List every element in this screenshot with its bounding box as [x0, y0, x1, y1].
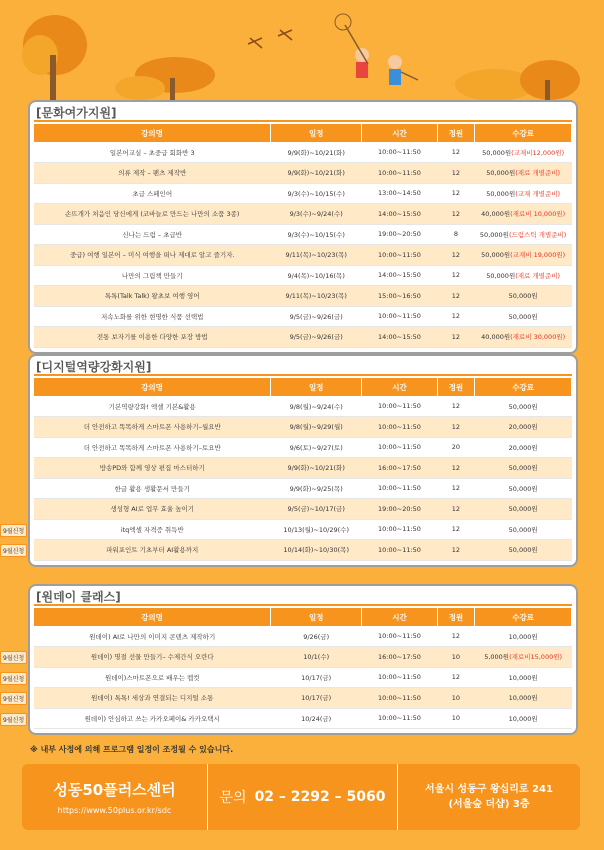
header-capacity: 정원 — [437, 608, 475, 626]
cell-capacity: 12 — [437, 626, 475, 647]
cell-course-name — [34, 478, 271, 499]
cell-schedule: 9/6(토)~9/27(토) — [271, 437, 362, 458]
address-line-2: (서울숲 더샵) 3층 — [448, 799, 530, 810]
cell-fee — [475, 396, 572, 417]
fee-amount: 50,000원 — [481, 251, 511, 260]
header-name: 강의명 — [34, 608, 271, 626]
cell-time: 16:00~17:50 — [362, 458, 437, 479]
cell-time: 10:00~11:50 — [362, 437, 437, 458]
cell-fee — [475, 519, 572, 540]
cell-fee — [475, 708, 572, 729]
cell-course-name — [34, 142, 271, 163]
cell-time: 14:00~15:50 — [362, 265, 437, 286]
cell-fee — [475, 286, 572, 307]
dragonfly-icon — [248, 30, 292, 48]
cell-time: 10:00~11:50 — [362, 688, 437, 709]
cell-schedule: 9/5(금)~9/26(금) — [271, 327, 362, 348]
cell-course-name — [3, 708, 271, 729]
phone-number[interactable]: 02 – 2292 – 5060 — [254, 789, 386, 805]
header-name: 강의명 — [34, 124, 271, 142]
header-schedule: 일정 — [271, 608, 362, 626]
cell-time: 10:00~11:50 — [362, 396, 437, 417]
header-fee: 수강료 — [475, 378, 572, 396]
cell-capacity: 10 — [437, 688, 475, 709]
table-row — [34, 265, 572, 286]
footer-address — [398, 782, 580, 812]
cell-time: 14:00~15:50 — [362, 327, 437, 348]
cell-fee — [475, 417, 572, 438]
course-name-text: 한글 활용 생활문서 만들기 — [114, 484, 190, 493]
cell-fee — [475, 458, 572, 479]
cell-capacity: 12 — [437, 245, 475, 266]
table-header-row — [34, 378, 572, 396]
footer-contact — [22, 764, 580, 830]
cell-time: 14:00~15:50 — [362, 204, 437, 225]
cell-capacity: 12 — [437, 478, 475, 499]
course-name-text: 원데이) 안심하고 쓰는 카카오페이& 카카오택시 — [84, 714, 220, 723]
cell-schedule: 9/9(화)~10/21(화) — [271, 163, 362, 184]
fee-amount: 50,000원 — [508, 464, 538, 473]
cell-time: 10:00~11:50 — [362, 142, 437, 163]
cell-time: 10:00~11:50 — [362, 626, 437, 647]
september-signup-badge: 9월신청 — [0, 672, 27, 685]
cell-schedule: 10/13(월)~10/29(수) — [271, 519, 362, 540]
header-fee: 수강료 — [475, 608, 572, 626]
cell-capacity: 10 — [437, 708, 475, 729]
cell-capacity: 12 — [437, 417, 475, 438]
cell-time: 10:00~11:50 — [362, 519, 437, 540]
cell-course-name — [34, 499, 271, 520]
header-schedule: 일정 — [271, 124, 362, 142]
fee-amount: 50,000원 — [508, 484, 538, 493]
table-row — [34, 245, 572, 266]
fee-note: (재료비 30,000원) — [510, 333, 566, 342]
table-row — [34, 499, 572, 520]
cell-course-name — [34, 417, 271, 438]
fee-amount: 50,000원 — [508, 546, 538, 555]
cell-course-name — [34, 327, 271, 348]
table-row — [34, 224, 572, 245]
course-name-text: 더 안전하고 똑똑하게 스마트폰 사용하기–월요반 — [83, 423, 221, 432]
cell-course-name — [3, 688, 271, 709]
cell-course-name — [3, 519, 271, 540]
fee-note: (교재 개별준비) — [515, 189, 561, 198]
fee-amount: 10,000원 — [508, 714, 538, 723]
table-row — [34, 396, 572, 417]
cell-schedule: 9/26(금) — [271, 626, 362, 647]
cell-schedule: 9/3(수)~10/15(수) — [271, 183, 362, 204]
cell-capacity: 12 — [437, 183, 475, 204]
cell-fee — [475, 626, 572, 647]
cell-course-name — [34, 396, 271, 417]
header-fee: 수강료 — [475, 124, 572, 142]
cell-capacity: 12 — [437, 519, 475, 540]
cell-schedule: 9/3(수)~10/15(수) — [271, 224, 362, 245]
table-header-row — [34, 608, 572, 626]
course-name-text: 손뜨개가 처음인 당신에게 (코바늘로 만드는 나만의 소품 3종) — [65, 210, 240, 219]
fee-amount: 50,000원 — [486, 189, 516, 198]
cell-schedule: 9/8(월)~9/29(월) — [271, 417, 362, 438]
cell-fee — [475, 183, 572, 204]
fee-amount: 40,000원 — [481, 333, 511, 342]
table-row — [34, 142, 572, 163]
table-row — [34, 540, 572, 561]
table-row — [34, 478, 572, 499]
cell-capacity: 8 — [437, 224, 475, 245]
fee-amount: 50,000원 — [482, 148, 512, 157]
cell-schedule: 10/17(금) — [271, 667, 362, 688]
cell-schedule: 9/9(화)~9/25(목) — [271, 478, 362, 499]
header-time: 시간 — [362, 608, 437, 626]
table-row — [34, 286, 572, 307]
fee-amount: 10,000원 — [508, 632, 538, 641]
cell-course-name — [34, 286, 271, 307]
cell-capacity: 10 — [437, 647, 475, 668]
cell-time: 10:00~11:50 — [362, 667, 437, 688]
cell-time: 10:00~11:50 — [362, 708, 437, 729]
cell-course-name — [34, 265, 271, 286]
cell-capacity: 12 — [437, 306, 475, 327]
footer-phone — [208, 764, 398, 830]
cell-course-name — [3, 667, 271, 688]
tree-icon — [455, 60, 580, 102]
cell-time: 19:00~20:50 — [362, 224, 437, 245]
fee-amount: 40,000원 — [481, 210, 511, 219]
table-row — [34, 437, 572, 458]
fee-note: (재료 개별준비) — [515, 169, 561, 178]
fee-amount: 50,000원 — [486, 271, 516, 280]
cell-schedule: 10/17(금) — [271, 688, 362, 709]
fee-note: (교재비 19,000원) — [510, 251, 566, 260]
cell-fee — [475, 437, 572, 458]
program-table — [3, 378, 572, 561]
cell-fee — [475, 163, 572, 184]
cell-fee — [475, 142, 572, 163]
table-row — [34, 204, 572, 225]
cell-time: 15:00~16:50 — [362, 286, 437, 307]
table-row — [34, 163, 572, 184]
course-name-text: itq엑셀 자격증 취득반 — [120, 525, 184, 534]
table-row — [34, 327, 572, 348]
cell-fee — [475, 224, 572, 245]
course-name-text: 톡톡(Talk Talk) 왕초보 여행 영어 — [104, 292, 200, 301]
september-signup-badge: 9월신청 — [0, 544, 27, 557]
september-signup-badge: 9월신청 — [0, 524, 27, 537]
cell-capacity: 12 — [437, 667, 475, 688]
fee-amount: 50,000원 — [508, 292, 538, 301]
org-url[interactable]: https://www.50plus.or.kr/sdc — [57, 806, 172, 815]
table-row — [34, 417, 572, 438]
table-row — [34, 667, 572, 688]
fee-note: (드럼스틱 개별준비) — [508, 230, 567, 239]
course-name-text: 신나는 드럼 – 초급반 — [122, 230, 183, 239]
fee-amount: 50,000원 — [508, 525, 538, 534]
section-title: [원데이 클래스] — [34, 588, 572, 606]
fee-amount: 50,000원 — [508, 402, 538, 411]
section-oneday — [3, 584, 578, 735]
header-time: 시간 — [362, 124, 437, 142]
cell-course-name — [3, 647, 271, 668]
cell-course-name — [3, 540, 271, 561]
cell-fee — [475, 327, 572, 348]
section-digital — [3, 354, 578, 567]
fee-note: (재료비 10,000원) — [510, 210, 566, 219]
cell-time: 13:00~14:50 — [362, 183, 437, 204]
cell-course-name — [34, 245, 271, 266]
cell-time: 10:00~11:50 — [362, 245, 437, 266]
cell-schedule: 9/4(목)~10/16(목) — [271, 265, 362, 286]
cell-schedule: 9/5(금)~10/17(금) — [271, 499, 362, 520]
cell-time: 10:00~11:50 — [362, 540, 437, 561]
course-name-text: 파워포인트 기초부터 AI활용까지 — [106, 546, 199, 555]
course-name-text: 중급) 여행 일본어 – 미식 여행을 떠나 제대로 알고 즐기자. — [69, 251, 235, 260]
schedule-notice: ※ 내부 사정에 의해 프로그램 일정이 조정될 수 있습니다. — [30, 745, 234, 754]
fee-amount: 5,000원 — [484, 653, 510, 662]
course-name-text: 의류 제작 – 팬츠 제작반 — [118, 169, 187, 178]
cell-course-name — [34, 306, 271, 327]
cell-schedule: 10/24(금) — [271, 708, 362, 729]
header-capacity: 정원 — [437, 378, 475, 396]
cell-course-name — [34, 183, 271, 204]
cell-fee — [475, 647, 572, 668]
cell-fee — [475, 245, 572, 266]
fee-amount: 20,000원 — [508, 423, 538, 432]
cell-course-name — [34, 163, 271, 184]
section-title: [문화여가지원] — [34, 104, 572, 122]
header-time: 시간 — [362, 378, 437, 396]
course-name-text: 더 안전하고 똑똑하게 스마트폰 사용하기–토요반 — [83, 443, 221, 452]
fee-amount: 50,000원 — [486, 169, 516, 178]
cell-capacity: 12 — [437, 327, 475, 348]
program-table — [34, 124, 572, 348]
cell-fee — [475, 667, 572, 688]
cell-capacity: 12 — [437, 204, 475, 225]
tree-icon — [22, 15, 87, 100]
course-name-text: 초급 스페인어 — [132, 189, 173, 198]
course-name-text: 방송PD와 함께 영상 편집 마스터하기 — [99, 464, 205, 473]
header-capacity: 정원 — [437, 124, 475, 142]
org-name: 성동50플러스센터 — [53, 781, 176, 799]
fee-note: (교재비12,000원) — [511, 148, 565, 157]
table-row — [34, 306, 572, 327]
cell-time: 16:00~17:50 — [362, 647, 437, 668]
address-line-1: 서울시 성동구 왕십리로 241 — [425, 784, 553, 795]
cell-capacity: 12 — [437, 396, 475, 417]
cell-schedule: 9/5(금)~9/26(금) — [271, 306, 362, 327]
course-name-text: 나만의 그림책 만들기 — [121, 271, 183, 280]
table-row — [34, 647, 572, 668]
contact-label: 문의 — [219, 790, 247, 806]
september-signup-badge: 9월신청 — [0, 713, 27, 726]
tree-icon — [115, 57, 215, 103]
program-table — [3, 608, 572, 729]
cell-time: 10:00~11:50 — [362, 306, 437, 327]
table-row — [34, 458, 572, 479]
cell-capacity: 12 — [437, 499, 475, 520]
fee-amount: 20,000원 — [508, 443, 538, 452]
table-row — [34, 183, 572, 204]
fee-note: (재료비15,000원) — [509, 653, 563, 662]
cell-schedule: 9/9(화)~10/21(화) — [271, 142, 362, 163]
cell-course-name — [34, 204, 271, 225]
cell-fee — [475, 306, 572, 327]
fee-amount: 10,000원 — [508, 673, 538, 682]
cell-schedule: 9/11(목)~10/23(목) — [271, 286, 362, 307]
cell-capacity: 12 — [437, 458, 475, 479]
cell-course-name — [34, 437, 271, 458]
fee-amount: 50,000원 — [479, 230, 509, 239]
cell-fee — [475, 265, 572, 286]
cell-schedule: 9/11(목)~10/23(목) — [271, 245, 362, 266]
course-name-text: 원데이) 톡톡! 세상과 연결되는 디지털 소통 — [91, 694, 214, 703]
course-name-text: 기본역량강화! 엑셀 기본&활용 — [108, 402, 196, 411]
table-row — [34, 626, 572, 647]
cell-capacity: 12 — [437, 265, 475, 286]
cell-capacity: 12 — [437, 163, 475, 184]
cell-course-name — [34, 224, 271, 245]
cell-time: 10:00~11:50 — [362, 163, 437, 184]
cell-capacity: 12 — [437, 286, 475, 307]
cell-schedule: 9/9(화)~10/21(화) — [271, 458, 362, 479]
cell-capacity: 12 — [437, 142, 475, 163]
cell-capacity: 20 — [437, 437, 475, 458]
table-header-row — [34, 124, 572, 142]
cell-time: 19:00~20:50 — [362, 499, 437, 520]
header-name: 강의명 — [34, 378, 271, 396]
fee-note: (재료 개별준비) — [515, 271, 561, 280]
section-title: [디지털역량강화지원] — [34, 358, 572, 376]
cell-schedule: 10/14(화)~10/30(목) — [271, 540, 362, 561]
september-signup-badge: 9월신청 — [0, 692, 27, 705]
footer-org — [22, 764, 208, 830]
cell-fee — [475, 688, 572, 709]
children-with-nets-icon — [335, 14, 418, 85]
table-row — [34, 519, 572, 540]
section-culture — [28, 100, 578, 354]
cell-schedule: 9/3(수)~9/24(수) — [271, 204, 362, 225]
table-row — [34, 688, 572, 709]
cell-course-name — [34, 458, 271, 479]
cell-schedule: 10/1(수) — [271, 647, 362, 668]
course-name-text: 일본어교실 – 초중급 회화반 3 — [109, 148, 195, 157]
fee-amount: 50,000원 — [508, 505, 538, 514]
cell-time: 10:00~11:50 — [362, 478, 437, 499]
fee-amount: 10,000원 — [508, 694, 538, 703]
cell-fee — [475, 204, 572, 225]
course-name-text: 원데이)스마트폰으로 배우는 캡컷 — [104, 673, 200, 682]
september-signup-badge: 9월신청 — [0, 651, 27, 664]
course-name-text: 생성형 AI로 업무 효율 높이기 — [110, 505, 195, 514]
cell-fee — [475, 499, 572, 520]
fee-amount: 50,000원 — [508, 312, 538, 321]
course-name-text: 전통 보자기를 이용한 다양한 포장 방법 — [96, 333, 208, 342]
course-name-text: 원데이) 명절 선물 만들기– 수제간식 오란다 — [90, 653, 214, 662]
cell-schedule: 9/8(월)~9/24(수) — [271, 396, 362, 417]
header-schedule: 일정 — [271, 378, 362, 396]
cell-capacity: 12 — [437, 540, 475, 561]
autumn-illustration — [0, 0, 604, 110]
cell-time: 10:00~11:50 — [362, 417, 437, 438]
course-name-text: 저속노화를 위한 현명한 식품 선택법 — [101, 312, 204, 321]
table-row — [34, 708, 572, 729]
course-name-text: 원데이) AI로 나만의 이미지 콘텐츠 제작하기 — [89, 632, 216, 641]
cell-course-name — [34, 626, 271, 647]
cell-fee — [475, 478, 572, 499]
cell-fee — [475, 540, 572, 561]
